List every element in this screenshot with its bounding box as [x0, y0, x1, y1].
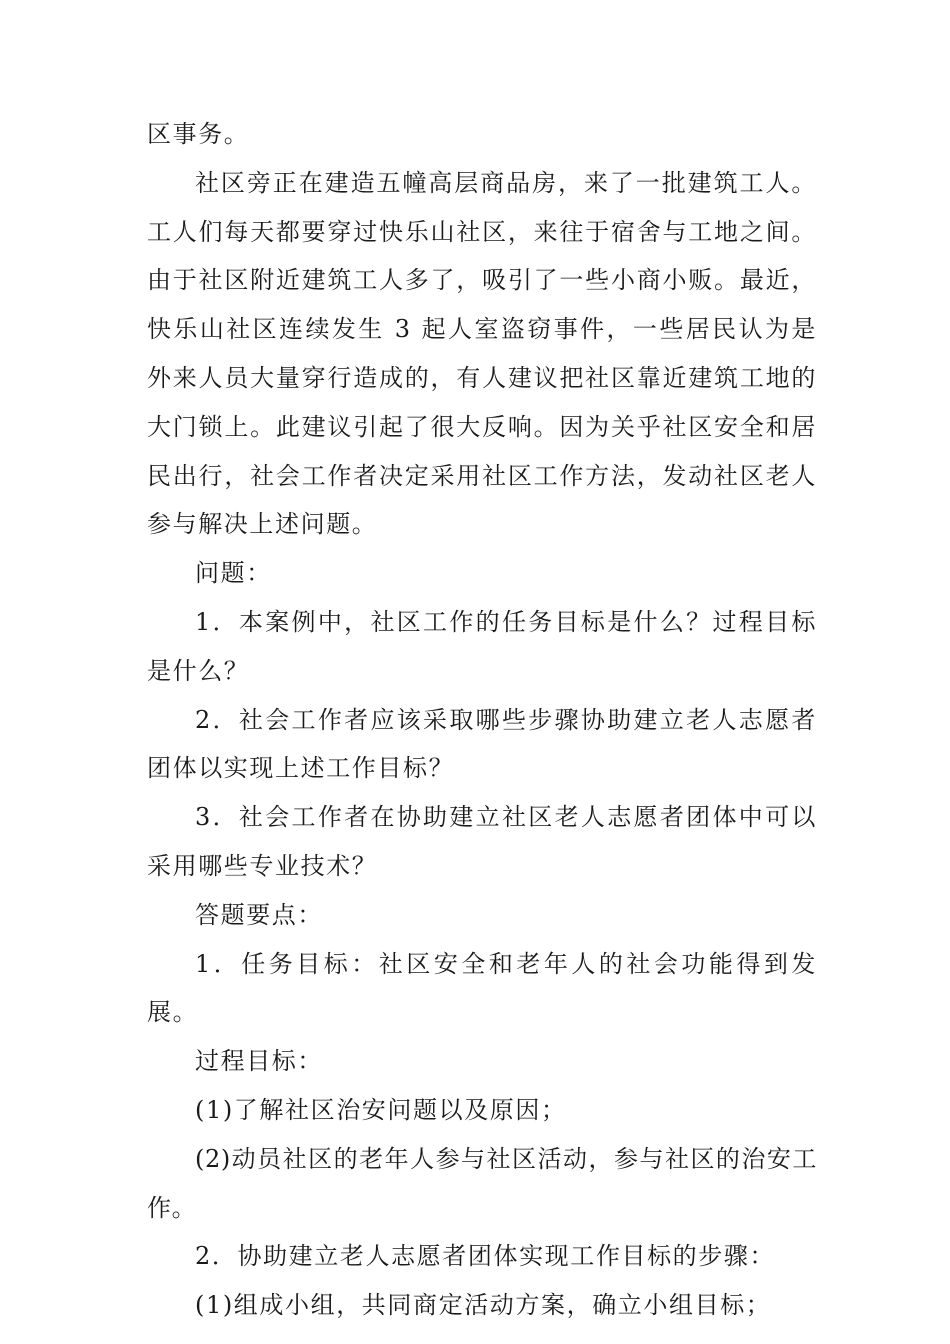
- answer-1-task-goal: 1．任务目标：社区安全和老年人的社会功能得到发展。: [147, 949, 817, 1027]
- question-3: 3．社会工作者在协助建立社区老人志愿者团体中可以采用哪些专业技术？: [147, 803, 817, 880]
- document-body: [147, 110, 817, 1330]
- paragraph-case-description: 社区旁正在建造五幢高层商品房，来了一批建筑工人。工人们每天都要穿过快乐山社区，来往于宿舍与工地之间。由于社区附近建筑工人多了，吸引了一些小商小贩。最近，快乐山社区连续发生 3 起人室盗窃事件，一些居民认为是外来人员大量穿行造成的，有人建议把社区靠近建筑工地的大门锁上。此建议引起了很大反响。因为关乎社区安全和居民出行，社会工作者决定采用社区工作方法，发动社区老人参与解决上述问题。: [147, 168, 817, 539]
- process-goal-heading: 过程目标：: [195, 1047, 323, 1076]
- question-2: 2．社会工作者应该采取哪些步骤协助建立老人志愿者团体以实现上述工作目标？: [147, 705, 817, 783]
- process-goal-item-1: (1)了解社区治安问题以及原因；: [195, 1095, 567, 1124]
- answers-heading: 答题要点：: [195, 900, 323, 929]
- questions-heading: 问题：: [195, 559, 272, 588]
- question-1: 1．本案例中，社区工作的任务目标是什么？过程目标是什么？: [147, 607, 817, 685]
- step-item-1: (1)组成小组，共同商定活动方案，确立小组目标；: [195, 1291, 772, 1320]
- paragraph-continuation: 区事务。: [147, 120, 250, 148]
- answer-2-steps-heading: 2．协助建立老人志愿者团体实现工作目标的步骤：: [195, 1242, 776, 1271]
- process-goal-item-2: (2)动员社区的老年人参与社区活动，参与社区的治安工作。: [147, 1144, 817, 1222]
